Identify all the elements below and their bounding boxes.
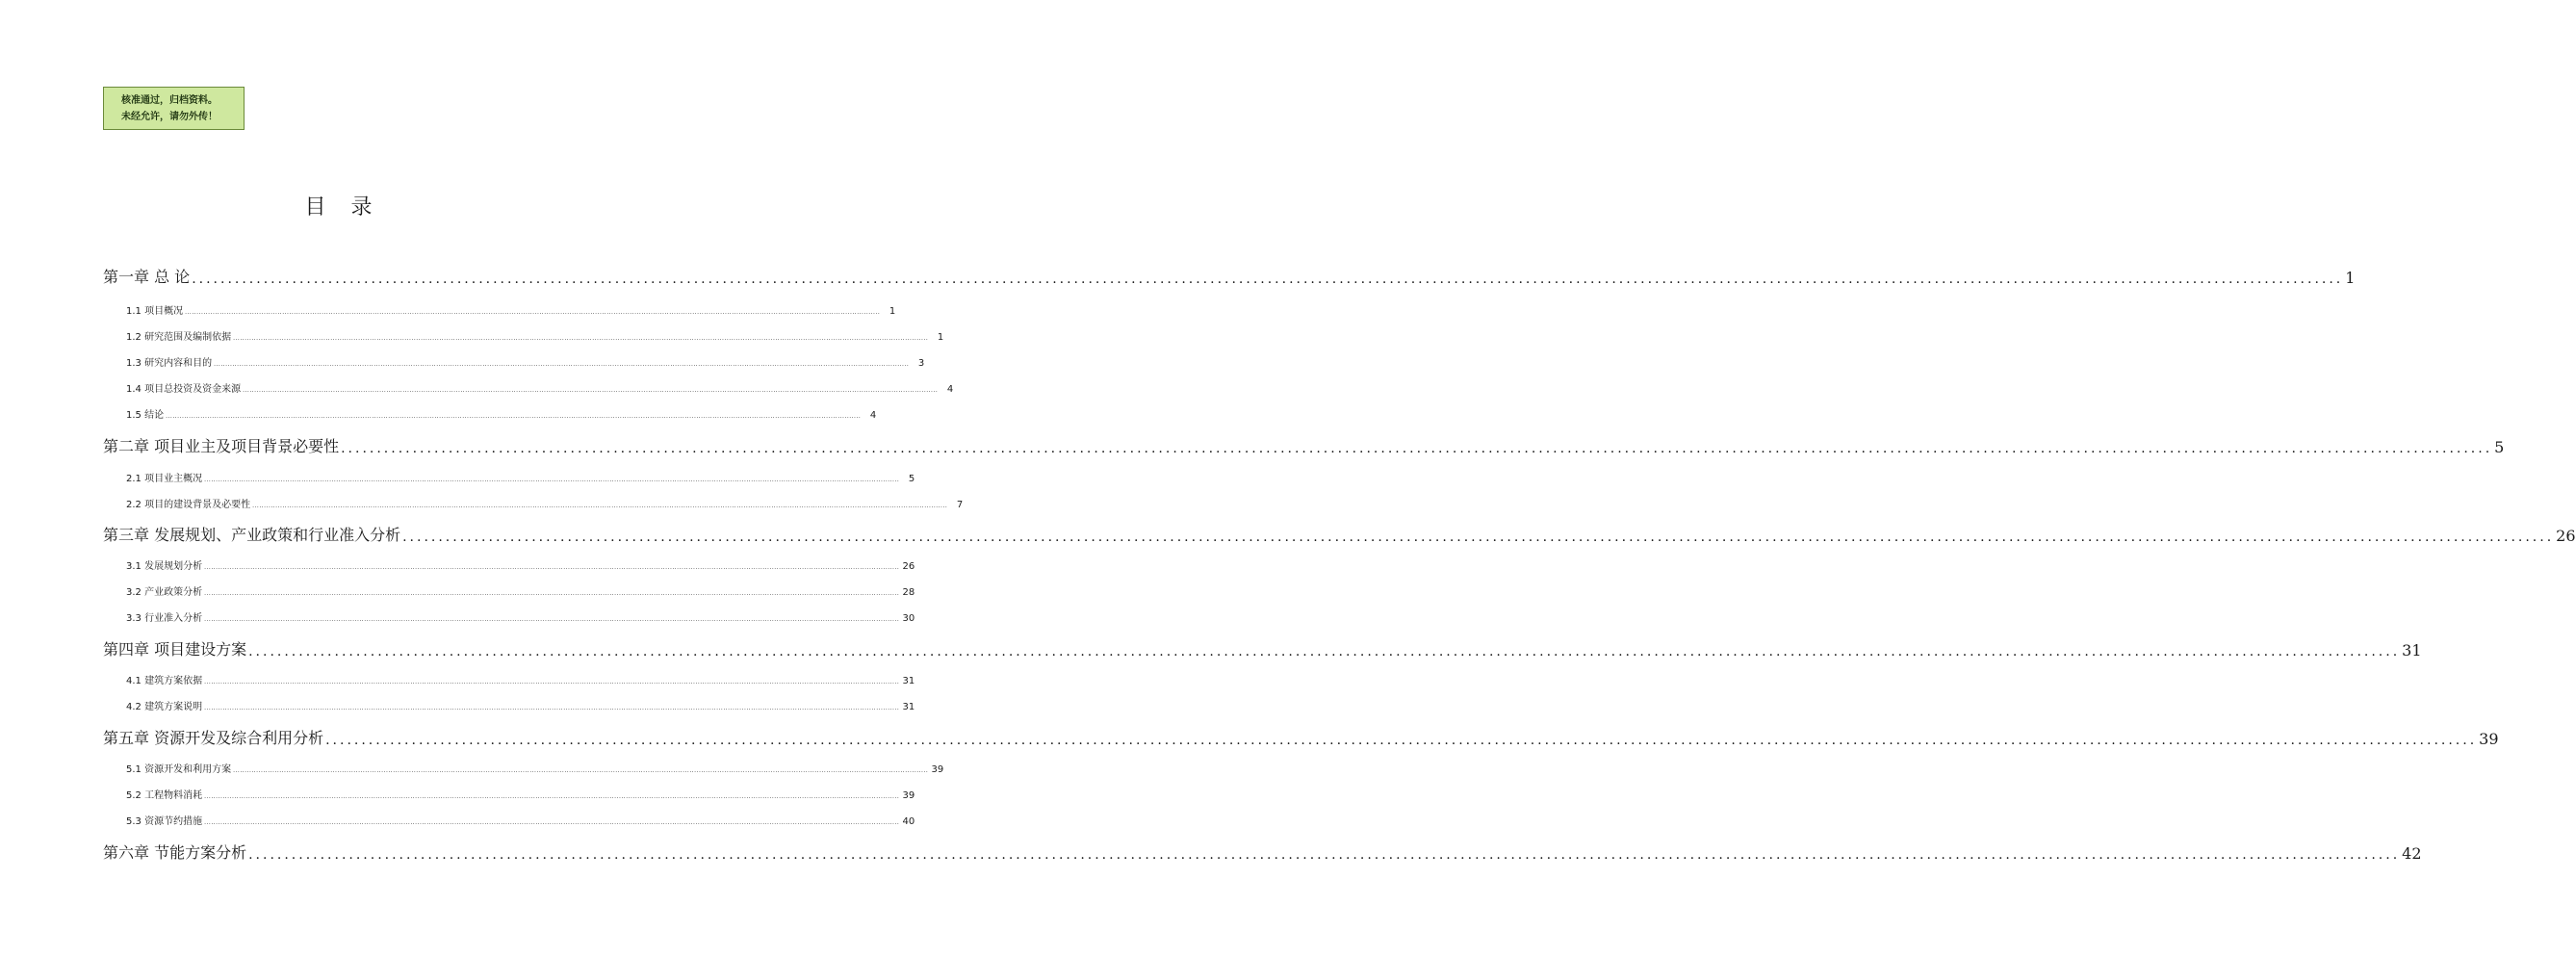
toc-page-number: 31 <box>902 676 915 686</box>
toc-leader-dots: ............................................................................................................................................................................................................................................................................................................ <box>214 361 910 368</box>
toc-section-entry[interactable] <box>103 762 944 775</box>
toc-section-entry[interactable] <box>103 471 915 484</box>
toc-chapter-entry[interactable] <box>103 266 2356 287</box>
toc-leader-dots: ............................................................................................................................................................................................................................................................................................................ <box>243 387 939 394</box>
toc-entry-label: 5.2 工程物料消耗 <box>126 790 203 801</box>
toc-page-number: 39 <box>902 790 915 801</box>
toc-entry-label: 第一章 总 论 <box>103 268 191 286</box>
toc-entry-label: 1.1 项目概况 <box>126 306 184 317</box>
toc-leader-dots: ............................................................................................................................................................................................................................................................................................................ <box>204 679 900 685</box>
stamp-line-1: 核准通过，归档资料。 <box>121 95 218 106</box>
toc-leader-dots: ............................................................................................................................................................................................................................................................................................................ <box>204 819 900 826</box>
toc-leader-dots: ............................................................................................................................................................................................................................................................................................................ <box>233 335 929 342</box>
toc-page-number: 26 <box>902 561 915 572</box>
toc-title: 目录 <box>304 195 398 220</box>
toc-entry-label: 1.5 结论 <box>126 410 165 421</box>
toc-page-number: 31 <box>902 702 915 712</box>
toc-entry-label: 1.2 研究范围及编制依据 <box>126 332 232 343</box>
toc-section-entry[interactable] <box>103 329 944 343</box>
toc-page-number: 39 <box>931 764 944 775</box>
toc-leader-dots: ............................................................................................................................................................................................................................................................................................................ <box>204 564 900 571</box>
toc-entry-label: 5.3 资源节约措施 <box>126 816 203 827</box>
toc-chapter-entry[interactable] <box>103 841 2422 863</box>
toc-section-entry[interactable] <box>103 584 915 598</box>
archive-stamp <box>103 87 245 130</box>
toc-leader-dots: ............................................................................................................................................................................................................................................................................................................ <box>185 309 881 316</box>
toc-leader-dots: ............................................................................................................................................................................................................................................................................................................ <box>248 644 2401 660</box>
toc-entry-label: 第三章 发展规划、产业政策和行业准入分析 <box>103 526 401 544</box>
toc-page-number: 5 <box>908 474 915 484</box>
toc-leader-dots: ............................................................................................................................................................................................................................................................................................................ <box>233 767 929 774</box>
toc-leader-dots: ............................................................................................................................................................................................................................................................................................................ <box>204 616 900 623</box>
toc-page-number: 3 <box>917 358 925 369</box>
toc-section-entry[interactable] <box>103 673 915 686</box>
toc-leader-dots: ............................................................................................................................................................................................................................................................................................................ <box>204 477 900 483</box>
toc-chapter-entry[interactable] <box>103 435 2505 456</box>
toc-chapter-entry[interactable] <box>103 524 2576 545</box>
toc-entry-label: 3.3 行业准入分析 <box>126 613 203 624</box>
toc-entry-label: 第二章 项目业主及项目背景必要性 <box>103 437 340 455</box>
toc-entry-label: 4.2 建筑方案说明 <box>126 702 203 712</box>
toc-leader-dots: ............................................................................................................................................................................................................................................................................................................ <box>192 272 2344 287</box>
toc-page-number: 4 <box>869 410 877 421</box>
toc-entry-label: 1.3 研究内容和目的 <box>126 358 213 369</box>
toc-page-number: 40 <box>902 816 915 827</box>
stamp-line-2: 未经允许，请勿外传！ <box>121 112 218 122</box>
toc-page-number: 1 <box>937 332 944 343</box>
toc-page-number: 5 <box>2494 438 2505 456</box>
toc-page-number: 1 <box>2345 269 2356 287</box>
toc-page-number: 26 <box>2556 527 2576 545</box>
toc-section-entry[interactable] <box>103 610 915 624</box>
toc-section-entry[interactable] <box>103 558 915 572</box>
toc-page-number: 31 <box>2402 641 2422 660</box>
toc-page-number: 1 <box>889 306 896 317</box>
toc-page-number: 39 <box>2479 730 2499 748</box>
toc-section-entry[interactable] <box>103 497 964 510</box>
toc-leader-dots: ............................................................................................................................................................................................................................................................................................................ <box>402 530 2555 545</box>
toc-section-entry[interactable] <box>103 381 954 395</box>
toc-page-number: 28 <box>902 587 915 598</box>
toc-section-entry[interactable] <box>103 699 915 712</box>
toc-chapter-entry[interactable] <box>103 727 2499 748</box>
toc-entry-label: 第四章 项目建设方案 <box>103 640 247 659</box>
toc-page-number: 4 <box>946 384 954 395</box>
toc-entry-label: 第六章 节能方案分析 <box>103 843 247 862</box>
toc-entry-label: 第五章 资源开发及综合利用分析 <box>103 729 324 747</box>
toc-page-number: 7 <box>956 500 964 510</box>
toc-entry-label: 2.1 项目业主概况 <box>126 474 203 484</box>
toc-entry-label: 5.1 资源开发和利用方案 <box>126 764 232 775</box>
toc-leader-dots: ............................................................................................................................................................................................................................................................................................................ <box>248 847 2401 863</box>
toc-leader-dots: ............................................................................................................................................................................................................................................................................................................ <box>341 441 2493 456</box>
toc-leader-dots: ............................................................................................................................................................................................................................................................................................................ <box>204 793 900 800</box>
toc-section-entry[interactable] <box>103 355 925 369</box>
toc-entry-label: 1.4 项目总投资及资金来源 <box>126 384 242 395</box>
toc-section-entry[interactable] <box>103 407 877 421</box>
toc-section-entry[interactable] <box>103 814 915 827</box>
toc-leader-dots: ............................................................................................................................................................................................................................................................................................................ <box>325 733 2478 748</box>
toc-leader-dots: ............................................................................................................................................................................................................................................................................................................ <box>166 413 862 420</box>
toc-page-number: 30 <box>902 613 915 624</box>
toc-entry-label: 4.1 建筑方案依据 <box>126 676 203 686</box>
toc-entry-label: 3.1 发展规划分析 <box>126 561 203 572</box>
toc-section-entry[interactable] <box>103 303 896 317</box>
toc-leader-dots: ............................................................................................................................................................................................................................................................................................................ <box>204 590 900 597</box>
toc-leader-dots: ............................................................................................................................................................................................................................................................................................................ <box>252 503 948 509</box>
toc-entry-label: 3.2 产业政策分析 <box>126 587 203 598</box>
toc-page-number: 42 <box>2402 844 2422 863</box>
toc-entry-label: 2.2 项目的建设背景及必要性 <box>126 500 251 510</box>
toc-chapter-entry[interactable] <box>103 638 2422 660</box>
toc-section-entry[interactable] <box>103 788 915 801</box>
toc-leader-dots: ............................................................................................................................................................................................................................................................................................................ <box>204 705 900 711</box>
